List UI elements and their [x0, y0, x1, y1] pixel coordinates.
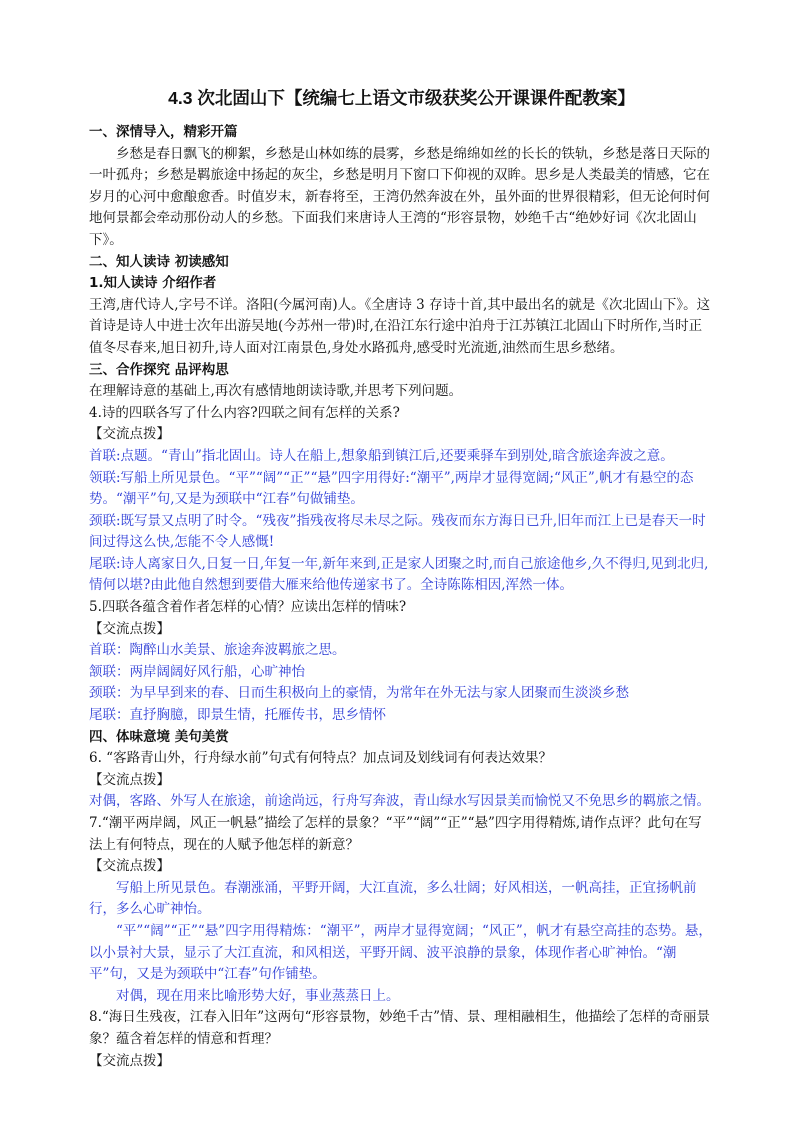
discussion-tag: 【交流点拨】 [89, 620, 170, 637]
question-7: 7.“潮平两岸阔，风正一帆悬”描绘了怎样的景象？“平”“阔”“正”“悬”四字用得精炼,请作点评？此句在写法上有何特点，现在的人赋予他怎样的新意？ [89, 815, 702, 853]
author-paragraph: 王湾,唐代诗人,字号不详。洛阳(今属河南)人。《全唐诗 3 存诗十首,其中最出名的就是《次北固山下》。这首诗是诗人中进士次年出游吴地(今苏州一带)时,在沿江东行途中泊舟于江苏镇江北固山下时所作,当时正值冬尽春来,旭日初升,诗人面对江南景色,身处水路孤舟,感受时光流逝,油然而生思乡愁绪。 [89, 296, 711, 356]
section-heading-explore: 三、合作探究 品评构思 [89, 361, 229, 378]
answer-7-line: “平”“阔”“正”“悬”四字用得精炼：“潮平”，两岸才显得宽阔；“风正”，帆才有悬空高挂的态势。悬，以小景衬大景，显示了大江直流，和风相送，平野开阔、波平浪静的景象，体现作者心旷神怡。“潮平”句，又是为颈联中“江春”句作铺垫。 [89, 922, 712, 983]
answer-6: 对偶，客路、外写人在旅途，前途尚远，行舟写奔波，青山绿水写因景美而愉悦又不免思乡的羁旅之情。 [89, 793, 710, 810]
answer-4-line: 领联:写船上所见景色。“平”“阔”“正”“悬”四字用得好:“潮平”,两岸才显得宽阔;“风正”,帆才有悬空的态势。“潮平”句,又是为颈联中“江春”句做铺垫。 [89, 469, 694, 508]
discussion-tag: 【交流点拨】 [89, 426, 170, 443]
discussion-tag: 【交流点拨】 [89, 771, 170, 788]
discussion-tag: 【交流点拨】 [89, 1052, 170, 1069]
question-8: 8.“海日生残夜，江春入旧年”这两句“形容景物，妙绝千古”情、景、理相融相生，他描绘了怎样的奇丽景象？蕴含着怎样的情意和哲理？ [89, 1009, 710, 1047]
document-title: 4.3 次北固山下【统编七上语文市级获奖公开课课件配教案】 [168, 88, 635, 108]
question-6: 6. “客路青山外，行舟绿水前”句式有何特点？加点词及划线词有何表达效果？ [89, 750, 552, 767]
answer-5-line: 颔联：两岸阔阔好风行船，心旷神怡 [89, 663, 305, 680]
explore-intro: 在理解诗意的基础上,再次有感情地朗读诗歌,并思考下列问题。 [89, 383, 463, 400]
answer-4-line: 首联:点题。“青山”指北固山。诗人在船上,想象船到镇江后,还要乘驿车到别处,暗含旅途奔波之意。 [89, 447, 674, 464]
answer-4-line: 颈联:既写景又点明了时令。“残夜”指残夜将尽未尽之际。残夜而东方海日已升,旧年而江上已是春天一时间过得这么快,怎能不令人感慨! [89, 512, 706, 551]
answer-5-line: 首联：陶醉山水美景、旅途奔波羁旅之思。 [89, 642, 346, 659]
question-5: 5.四联各蕴含着作者怎样的心情？应读出怎样的情味? [89, 599, 407, 616]
discussion-tag: 【交流点拨】 [89, 858, 170, 875]
answer-5-line: 颈联：为早早到来的春、日而生积极向上的豪情，为常年在外无法与家人团聚而生淡淡乡愁 [89, 685, 629, 702]
answer-7-line: 写船上所见景色。春潮涨涌，平野开阔，大江直流，多么壮阔；好风相送，一帆高挂，正宜扬帆前行，多么心旷神怡。 [89, 879, 697, 918]
section-heading-intro: 一、深情导入，精彩开篇 [89, 124, 238, 140]
answer-4-line: 尾联:诗人离家日久,日复一日,年复一年,新年来到,正是家人团聚之时,而自己旅途他乡,久不得归,见到北归,情何以堪?由此他自然想到要借大雁来给他传递家书了。全诗陈陈相因,浑然一体。 [89, 555, 709, 594]
answer-7-line: 对偶，现在用来比喻形势大好，事业蒸蒸日上。 [116, 987, 400, 1004]
subsection-heading-author-intro: 1.知人读诗 介绍作者 [89, 275, 217, 292]
intro-paragraph: 乡愁是春日飘飞的柳絮，乡愁是山林如练的晨雾，乡愁是绵绵如丝的长长的铁轨，乡愁是落日天际的一叶孤舟；乡愁是羁旅途中扬起的灰尘，乡愁是明月下窗口下仰视的双眸。思乡是人类最美的情感，它在岁月的心河中愈酿愈香。时值岁末，新春将至，王湾仍然奔波在外，虽外面的世界很精彩，但无论何时何地何景都会牵动那份动人的乡愁。下面我们来唐诗人王湾的“形容景物，妙绝千古“绝妙好词《次北固山下》。 [89, 145, 710, 248]
answer-5-line: 尾联：直抒胸臆，即景生情，托雁传书，思乡情怀 [89, 707, 386, 724]
section-heading-appreciate: 四、体味意境 美句美赏 [89, 728, 229, 745]
section-heading-author: 二、知人读诗 初读感知 [89, 253, 229, 270]
question-4: 4.诗的四联各写了什么内容?四联之间有怎样的关系? [89, 404, 400, 421]
